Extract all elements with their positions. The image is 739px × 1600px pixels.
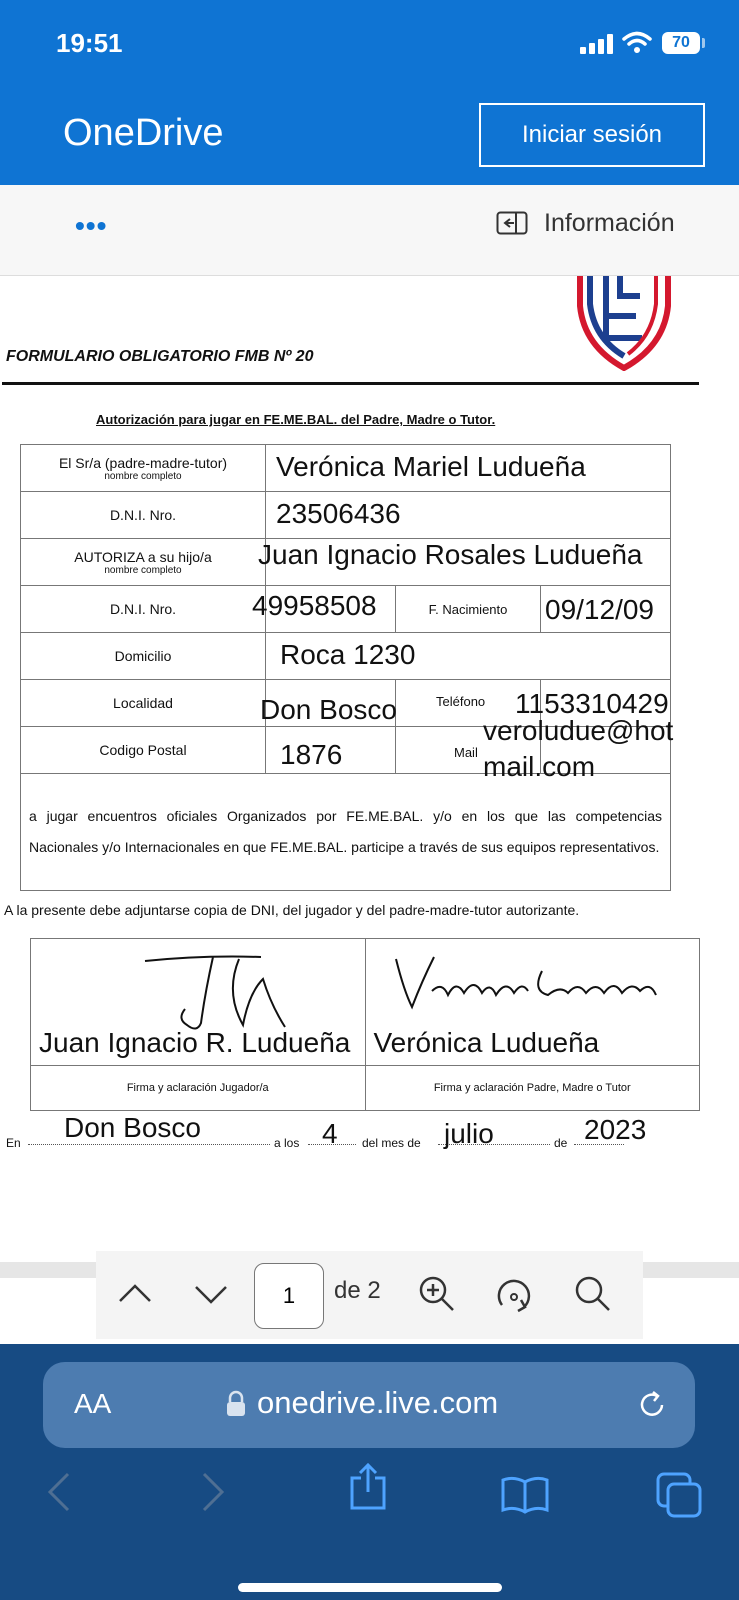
address-bar[interactable]	[43, 1362, 695, 1448]
table-row	[31, 1066, 700, 1111]
table-row	[21, 774, 671, 891]
player-caption: Firma y aclaración Jugador/a	[31, 1066, 366, 1111]
page-count: de 2	[334, 1277, 381, 1304]
phone-value: 1153310429	[515, 688, 669, 719]
rotate-icon[interactable]	[494, 1275, 534, 1315]
wifi-icon	[622, 30, 652, 54]
search-icon[interactable]	[574, 1275, 612, 1313]
city-label: Localidad	[21, 680, 266, 727]
child-dni-value: 49958508	[252, 590, 377, 621]
home-indicator[interactable]	[238, 1583, 502, 1592]
birth-value: 09/12/09	[545, 594, 654, 625]
parent-caption: Firma y aclaración Padre, Madre o Tutor	[365, 1066, 700, 1111]
zip-cell	[266, 727, 396, 774]
child-dni-cell	[252, 586, 396, 633]
parent-label-cell	[21, 445, 266, 492]
parent-subtitle: nombre completo	[104, 470, 182, 482]
fmb-logo	[576, 276, 672, 371]
address-cell	[266, 633, 671, 680]
parent-label: El Sr/a (padre-madre-tutor)	[58, 454, 228, 471]
table-row	[31, 939, 700, 1066]
battery-tip	[702, 38, 705, 48]
tabs-icon[interactable]	[656, 1472, 702, 1518]
info-panel-icon[interactable]	[496, 211, 528, 235]
dni-label: D.N.I. Nro.	[21, 492, 266, 539]
parent-dni-value: 23506436	[276, 498, 401, 529]
child-name-value: Juan Ignacio Rosales Ludueña	[258, 539, 643, 570]
place-date-line	[4, 1114, 694, 1164]
form-title: FORMULARIO OBLIGATORIO FMB Nº 20	[6, 348, 314, 365]
status-time: 19:51	[56, 28, 123, 58]
parent-signature	[392, 951, 662, 1021]
previous-page-icon[interactable]	[118, 1283, 152, 1303]
zip-label: Codigo Postal	[21, 727, 266, 774]
parent-value-cell	[266, 445, 671, 492]
player-signature-box	[31, 939, 366, 1066]
mail-value-line2: mail.com	[483, 751, 596, 782]
phone-label: Teléfono	[436, 694, 486, 709]
birth-cell	[541, 586, 671, 633]
del-mes-label: del mes de	[362, 1136, 421, 1150]
table-row	[21, 492, 671, 539]
authorization-paragraph: a jugar encuentros oficiales Organizados por FE.ME.BAL. y/o en los que las competencias Nacionales y/o Internacionales en que FE.ME.BAL. participe a través de sus equipos representativos.	[21, 774, 671, 891]
browser-toolbar	[0, 1344, 739, 1600]
signature-table	[30, 938, 700, 1111]
page-number-input[interactable]	[254, 1263, 324, 1329]
a-los-label: a los	[274, 1136, 300, 1150]
reload-icon[interactable]	[635, 1388, 669, 1422]
year-value: 2023	[584, 1114, 647, 1145]
mail-cell	[483, 715, 674, 782]
back-icon[interactable]	[44, 1470, 72, 1514]
bookmarks-icon[interactable]	[500, 1474, 550, 1514]
parent-name: Verónica Ludueña	[373, 1027, 600, 1058]
reader-options-button[interactable]: AA	[74, 1388, 112, 1419]
share-icon[interactable]	[348, 1462, 388, 1512]
url-text: onedrive.live.com	[257, 1385, 499, 1420]
document-toolbar	[0, 185, 739, 276]
battery-indicator: 70	[662, 32, 700, 54]
authorizes-label: AUTORIZA a su hijo/a	[74, 548, 212, 565]
next-page-icon[interactable]	[194, 1285, 228, 1305]
table-row	[21, 539, 671, 586]
de-label: de	[554, 1136, 568, 1150]
mail-label: Mail	[454, 745, 478, 760]
table-row	[21, 445, 671, 492]
table-row	[21, 586, 671, 633]
child-value-cell	[258, 539, 671, 586]
zip-value: 1876	[280, 739, 343, 770]
table-row	[21, 727, 671, 774]
address-label: Domicilio	[21, 633, 266, 680]
authorization-heading: Autorización para jugar en FE.ME.BAL. del Padre, Madre o Tutor.	[96, 412, 496, 427]
day-value: 4	[322, 1118, 338, 1149]
sign-in-button[interactable]: Iniciar sesión	[479, 103, 705, 167]
parent-signature-box	[365, 939, 700, 1066]
address-value: Roca 1230	[280, 639, 416, 670]
more-options-button[interactable]: •••	[75, 210, 108, 241]
authorization-form-table	[20, 444, 674, 891]
place-value: Don Bosco	[64, 1112, 201, 1143]
mail-value-line1: veroludue@hot	[483, 715, 674, 746]
player-signature	[143, 953, 313, 1033]
child-dni-label: D.N.I. Nro.	[21, 586, 266, 633]
document-page	[0, 276, 739, 1266]
player-name: Juan Ignacio R. Ludueña	[39, 1027, 351, 1058]
app-title: OneDrive	[63, 112, 224, 154]
page-navigator	[96, 1251, 643, 1339]
title-rule	[2, 382, 699, 385]
forward-icon[interactable]	[200, 1470, 228, 1514]
parent-name-value: Verónica Mariel Ludueña	[276, 451, 586, 482]
en-label: En	[6, 1136, 21, 1150]
city-cell	[260, 680, 397, 727]
zoom-in-icon[interactable]	[418, 1275, 456, 1313]
attachment-note: A la presente debe adjuntarse copia de DNI, del jugador y del padre-madre-tutor autorizante.	[4, 902, 580, 918]
child-label-cell	[21, 539, 266, 586]
place-dots	[28, 1144, 270, 1145]
month-value: julio	[444, 1118, 494, 1149]
birth-label: F. Nacimiento	[396, 586, 541, 633]
child-subtitle: nombre completo	[104, 564, 182, 576]
parent-dni-cell	[266, 492, 671, 539]
info-button[interactable]: Información	[544, 209, 675, 237]
cellular-signal-icon	[580, 34, 616, 54]
lock-icon	[225, 1390, 247, 1418]
city-value: Don Bosco	[260, 694, 397, 725]
table-row	[21, 633, 671, 680]
